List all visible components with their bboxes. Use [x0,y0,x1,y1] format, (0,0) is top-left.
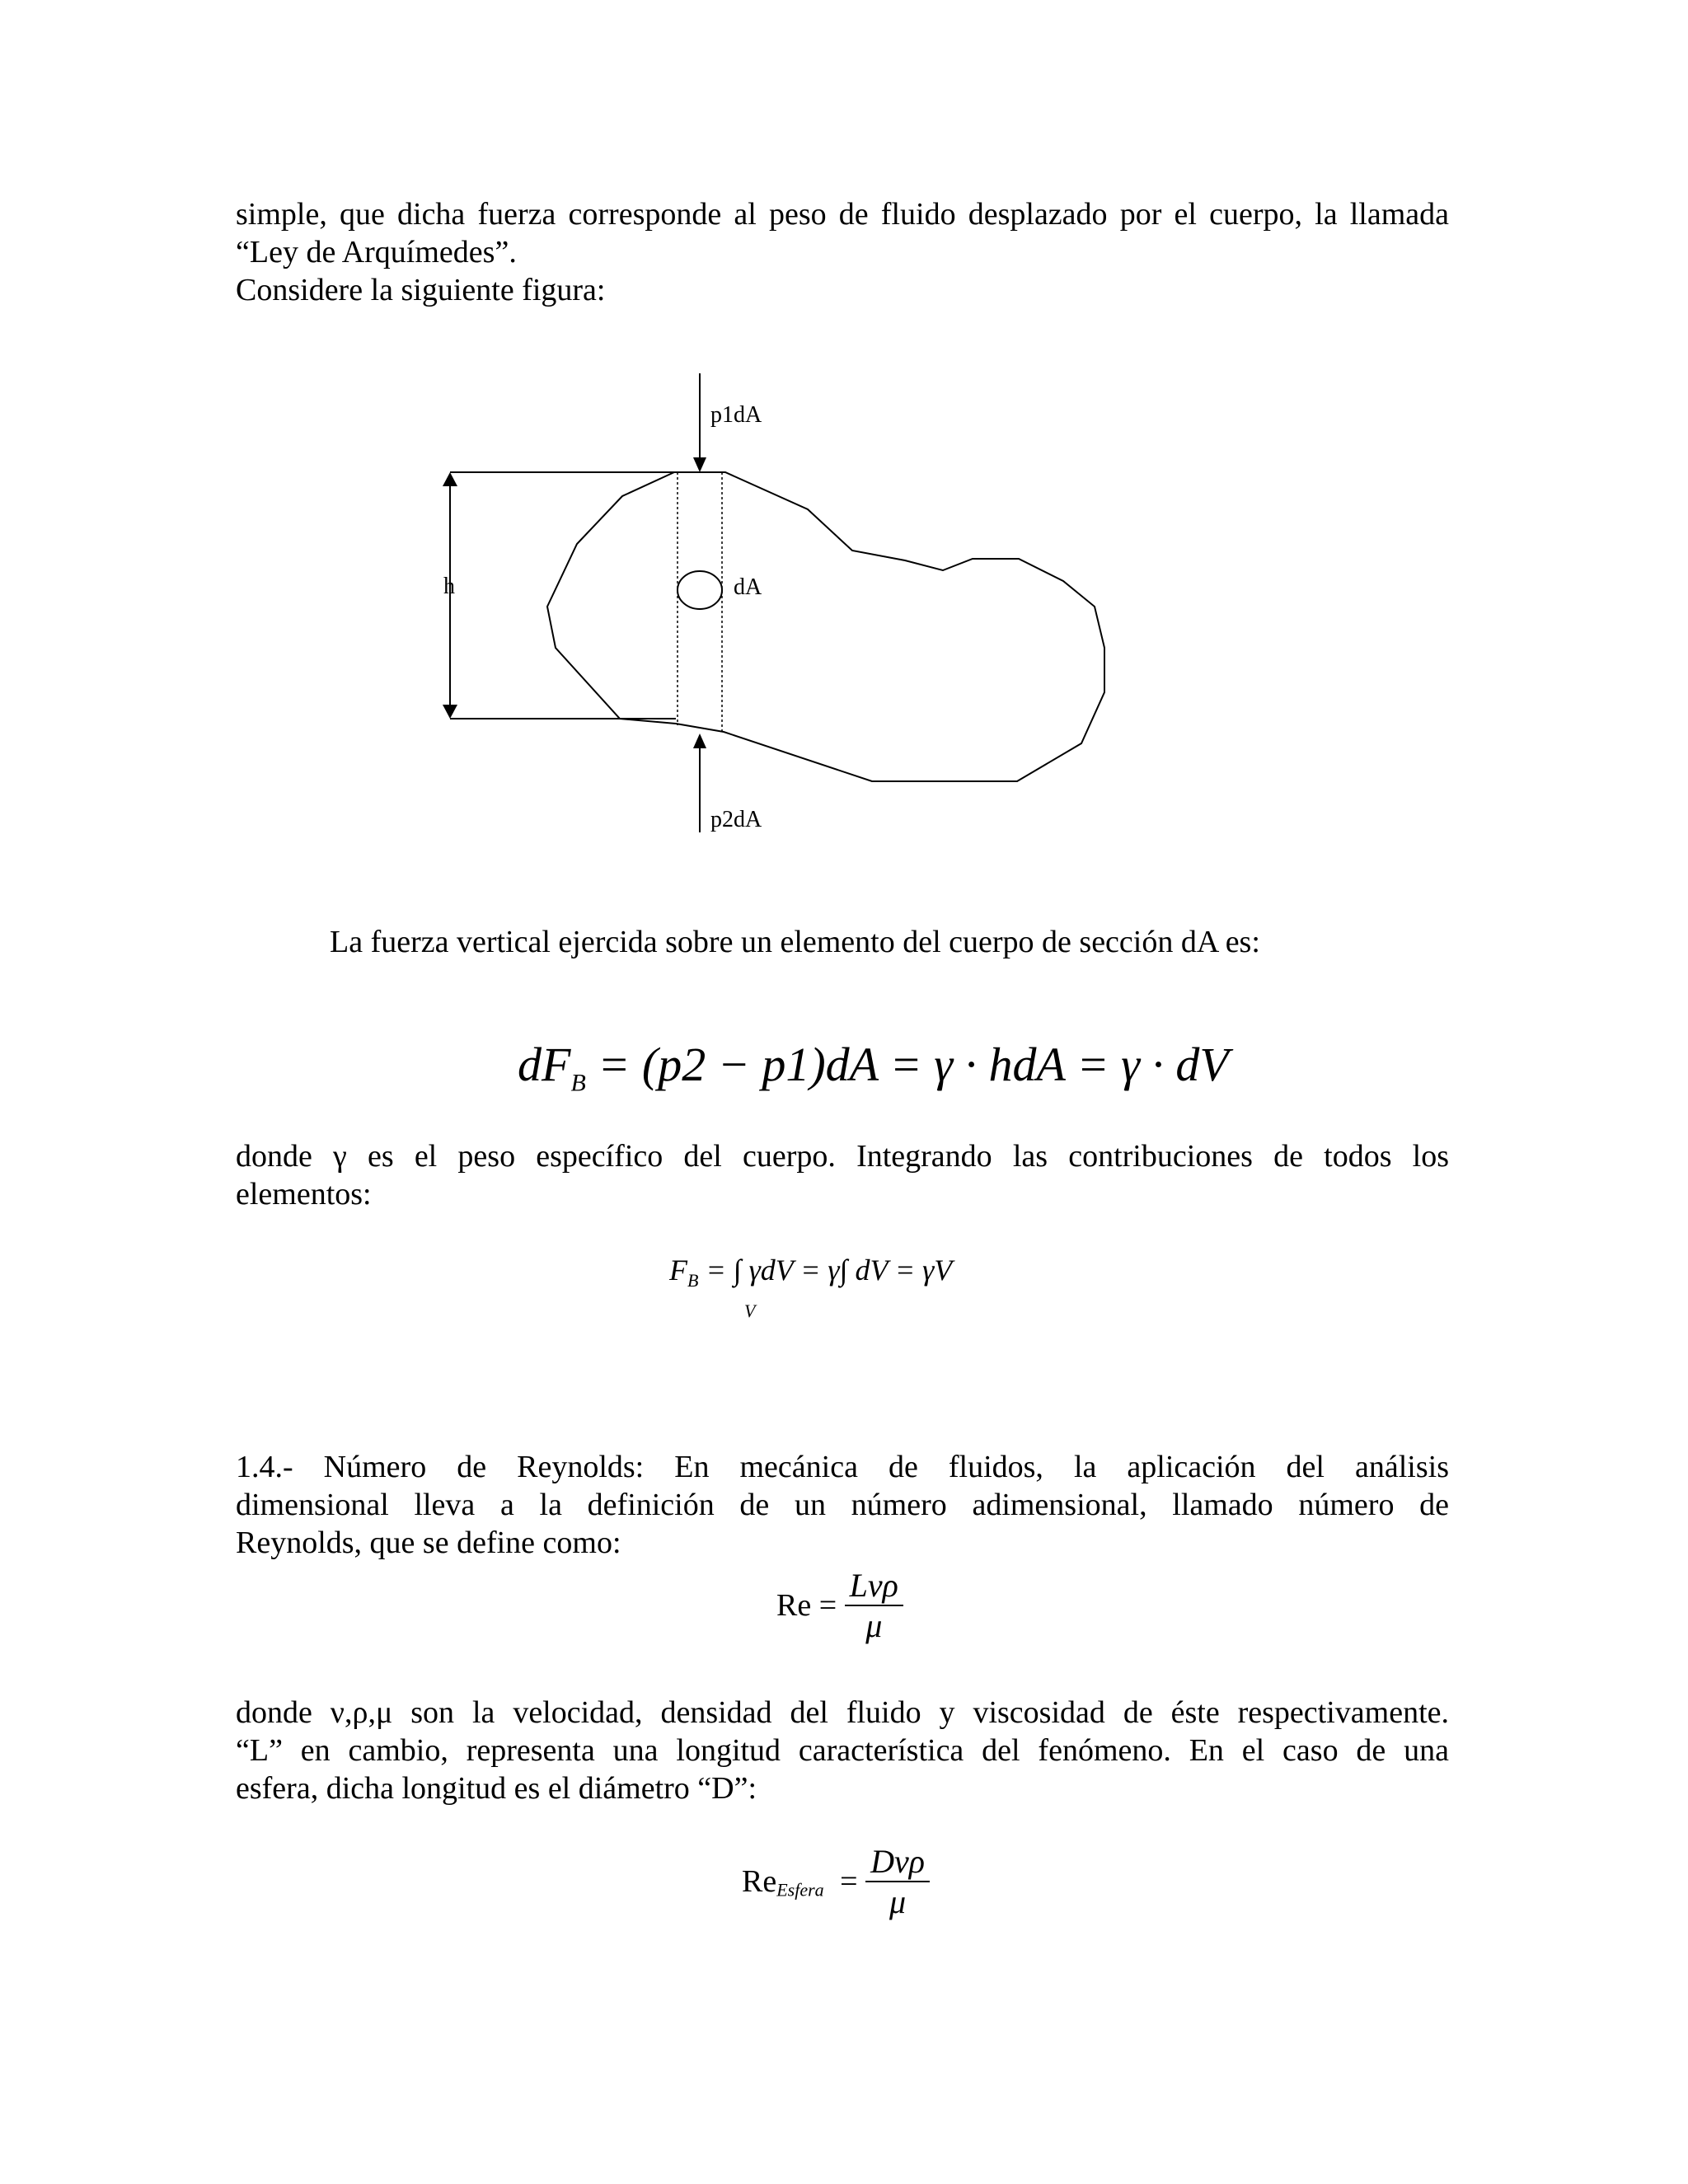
re-sphere-subscript: Esfera [776,1879,824,1900]
re-sphere-lhs: Re [742,1864,777,1899]
paragraph-4-line-3: Reynolds, que se define como: [236,1526,621,1560]
paragraph-5-line-2: “L” en cambio, representa una longitud característica del fenómeno. En el caso de una [236,1733,1449,1768]
eq2-subscript: B [687,1270,699,1291]
paragraph-4-line-1: 1.4.- Número de Reynolds: En mecánica de fluidos, la aplicación del análisis [236,1450,1449,1484]
height-arrow-top [443,472,457,486]
element-area-ellipse [678,571,722,609]
re-denominator: μ [865,1607,883,1644]
re-fraction [845,1566,903,1645]
bottom-force-arrowhead [693,733,706,748]
equation-buoyancy-element [518,1037,1229,1098]
paragraph-2: La fuerza vertical ejercida sobre un elemento del cuerpo de sección dA es: [330,925,1260,959]
paragraph-4-line-2: dimensional lleva a la definición de un número adimensional, llamado número de [236,1488,1449,1522]
top-force-label: p1dA [710,402,762,428]
eq1-left: dF [518,1038,571,1091]
paragraph-5-line-3: esfera, dicha longitud es el diámetro “D”: [236,1771,757,1806]
re-sphere-equals: = [840,1864,858,1899]
top-force-arrowhead [693,457,706,472]
equation-reynolds-sphere [742,1842,930,1921]
paragraph-1-line-3: Considere la siguiente figura: [236,273,606,307]
eq1-rest: = (p2 − p1)dA = γ · hdA = γ · dV [585,1038,1229,1091]
equation-reynolds [776,1566,903,1645]
height-arrow-bottom [443,705,457,719]
bottom-force-label: p2dA [710,807,762,832]
re-numerator: Lvρ [845,1566,903,1606]
body-outline [547,472,1104,781]
paragraph-1-line-1: simple, que dicha fuerza corresponde al peso de fluido desplazado por el cuerpo, la llamada [236,197,1449,232]
eq2-rest: = ∫ γdV = γ∫ dV = γV [698,1254,953,1286]
eq2-integral-domain: V [744,1301,756,1321]
eq1-subscript: B [570,1069,586,1097]
re-sphere-fraction [865,1842,930,1921]
equation-buoyancy-total [669,1253,952,1291]
re-lhs: Re = [776,1588,837,1623]
paragraph-3-line-2: elementos: [236,1177,372,1212]
element-label: dA [734,574,762,600]
re-sphere-numerator: Dvρ [865,1842,930,1882]
eq2-left: F [669,1254,687,1286]
paragraph-3-line-1: donde γ es el peso específico del cuerpo. Integrando las contribuciones de todos los [236,1139,1449,1174]
height-label: h [443,574,455,599]
buoyancy-figure [0,0,1688,907]
paragraph-5-line-1: donde ν,ρ,μ son la velocidad, densidad del fluido y viscosidad de éste respectivamente. [236,1695,1449,1730]
paragraph-1-line-2: “Ley de Arquímedes”. [236,235,517,269]
re-sphere-denominator: μ [889,1883,907,1920]
